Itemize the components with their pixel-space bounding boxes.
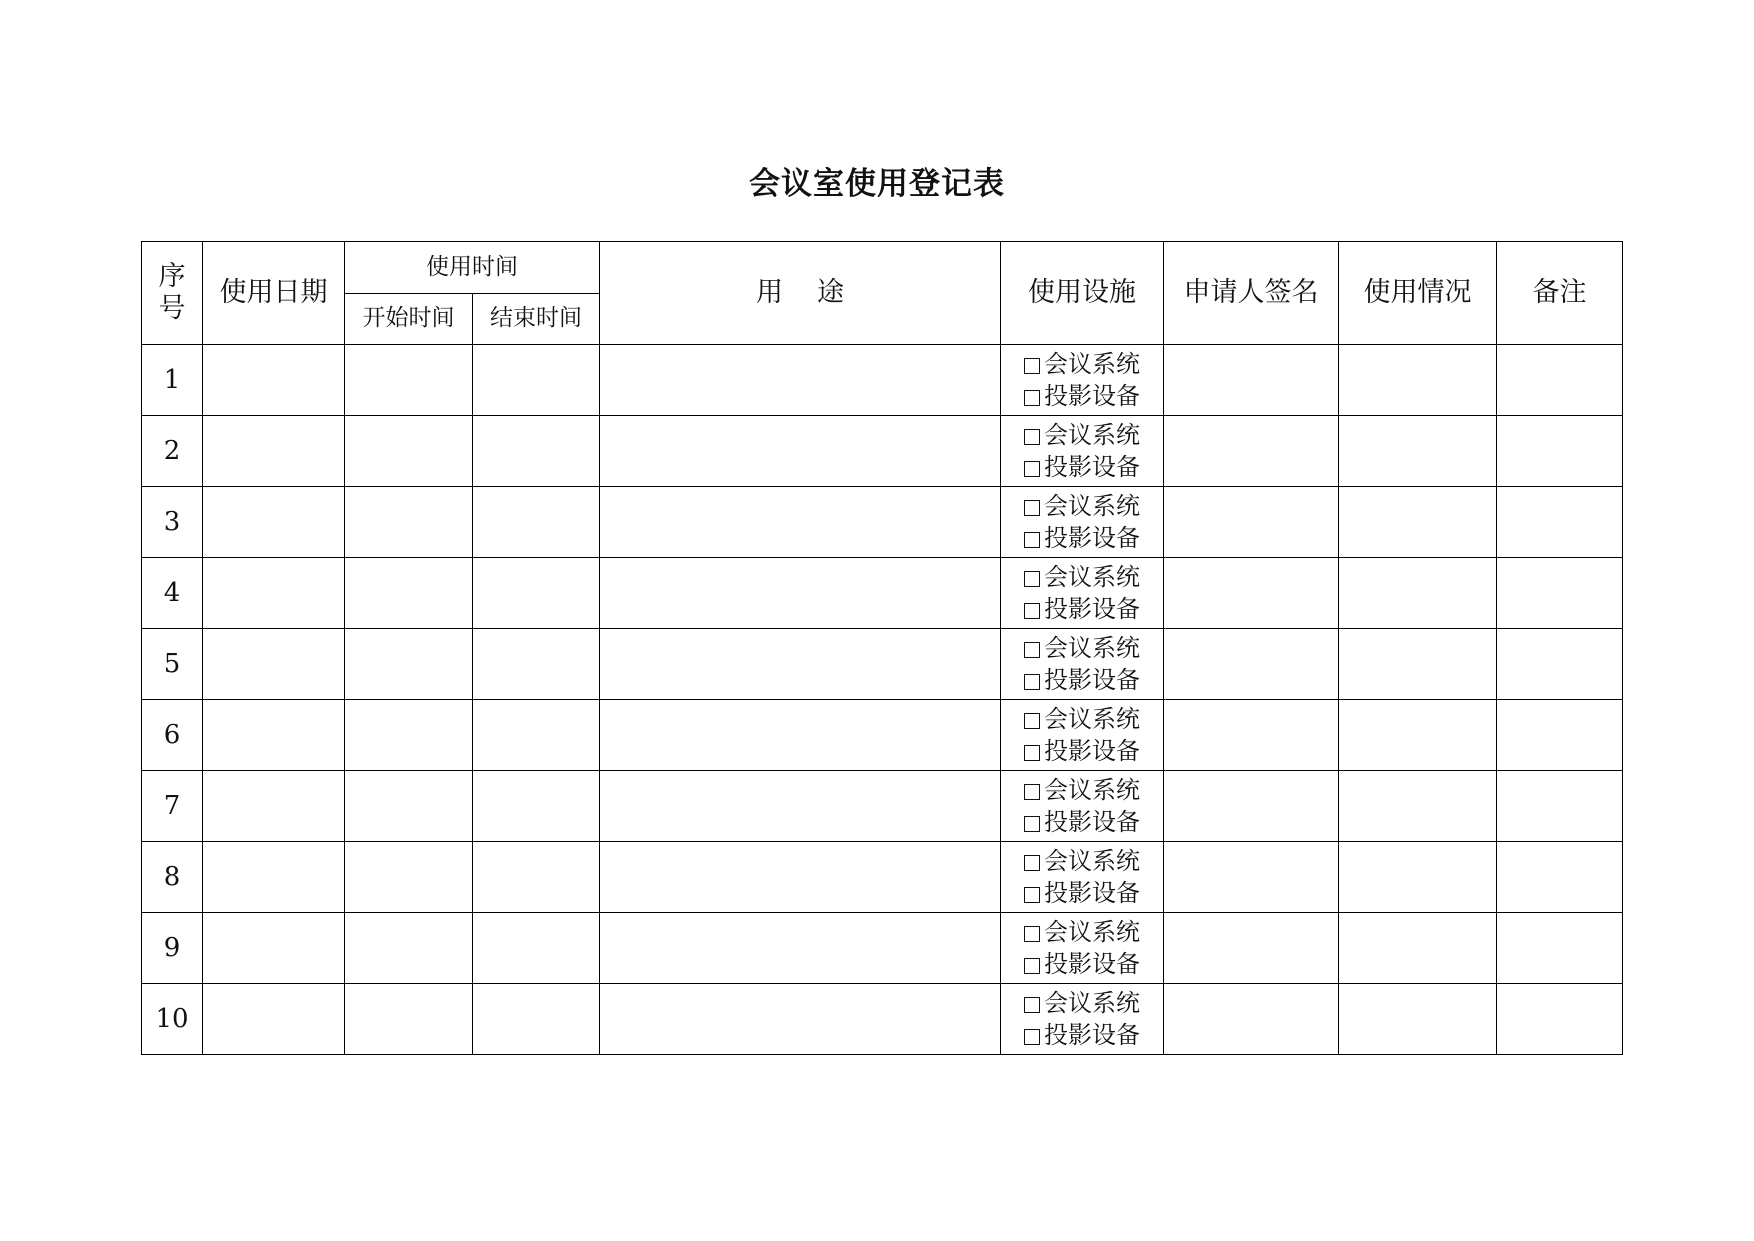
checkbox-icon[interactable] [1024, 958, 1040, 974]
facility-option[interactable] [1001, 490, 1163, 522]
facility-option-label: 投影设备 [1044, 808, 1140, 836]
cell-start-time[interactable] [345, 629, 473, 700]
cell-facilities [1001, 842, 1164, 913]
cell-start-time[interactable] [345, 771, 473, 842]
table-row [142, 771, 1623, 842]
cell-facilities [1001, 700, 1164, 771]
header-facilities: 使用设施 [1001, 242, 1164, 345]
cell-status[interactable] [1339, 984, 1497, 1055]
checkbox-icon[interactable] [1024, 887, 1040, 903]
cell-facilities [1001, 913, 1164, 984]
cell-seq: 3 [142, 487, 203, 558]
table-body [142, 345, 1623, 1055]
table-row [142, 984, 1623, 1055]
cell-date[interactable] [203, 771, 345, 842]
facility-option-label: 会议系统 [1044, 989, 1140, 1017]
cell-start-time[interactable] [345, 558, 473, 629]
checkbox-icon[interactable] [1024, 926, 1040, 942]
cell-start-time[interactable] [345, 984, 473, 1055]
cell-applicant[interactable] [1164, 416, 1339, 487]
facility-option-label: 会议系统 [1044, 847, 1140, 875]
cell-seq: 7 [142, 771, 203, 842]
cell-seq: 5 [142, 629, 203, 700]
cell-facilities [1001, 487, 1164, 558]
cell-remarks[interactable] [1497, 629, 1623, 700]
cell-applicant[interactable] [1164, 487, 1339, 558]
facility-option[interactable] [1001, 806, 1163, 838]
cell-remarks[interactable] [1497, 558, 1623, 629]
cell-end-time[interactable] [473, 842, 600, 913]
checkbox-icon[interactable] [1024, 784, 1040, 800]
cell-status[interactable] [1339, 416, 1497, 487]
cell-applicant[interactable] [1164, 984, 1339, 1055]
facility-option[interactable] [1001, 419, 1163, 451]
facility-option-label: 会议系统 [1044, 918, 1140, 946]
checkbox-icon[interactable] [1024, 358, 1040, 374]
cell-end-time[interactable] [473, 629, 600, 700]
cell-facilities [1001, 629, 1164, 700]
cell-remarks[interactable] [1497, 771, 1623, 842]
cell-seq: 10 [142, 984, 203, 1055]
facility-option[interactable] [1001, 348, 1163, 380]
facility-option-label: 会议系统 [1044, 776, 1140, 804]
facility-option[interactable] [1001, 664, 1163, 696]
cell-applicant[interactable] [1164, 345, 1339, 416]
facility-option[interactable] [1001, 380, 1163, 412]
cell-usage[interactable] [600, 771, 1001, 842]
cell-end-time[interactable] [473, 416, 600, 487]
facility-option[interactable] [1001, 632, 1163, 664]
facility-option[interactable] [1001, 948, 1163, 980]
facility-option-label: 会议系统 [1044, 634, 1140, 662]
cell-applicant[interactable] [1164, 913, 1339, 984]
table-row [142, 558, 1623, 629]
facility-option[interactable] [1001, 451, 1163, 483]
facility-option[interactable] [1001, 774, 1163, 806]
checkbox-icon[interactable] [1024, 461, 1040, 477]
cell-start-time[interactable] [345, 416, 473, 487]
cell-date[interactable] [203, 558, 345, 629]
facility-option-label: 会议系统 [1044, 350, 1140, 378]
facility-option-label: 会议系统 [1044, 563, 1140, 591]
cell-facilities [1001, 416, 1164, 487]
checkbox-icon[interactable] [1024, 571, 1040, 587]
cell-usage[interactable] [600, 558, 1001, 629]
facility-option[interactable] [1001, 593, 1163, 625]
cell-applicant[interactable] [1164, 629, 1339, 700]
cell-remarks[interactable] [1497, 416, 1623, 487]
header-usage-char2: 途 [817, 276, 844, 308]
header-status: 使用情况 [1339, 242, 1497, 345]
facility-option[interactable] [1001, 703, 1163, 735]
table-row [142, 842, 1623, 913]
checkbox-icon[interactable] [1024, 642, 1040, 658]
checkbox-icon[interactable] [1024, 997, 1040, 1013]
checkbox-icon[interactable] [1024, 674, 1040, 690]
cell-remarks[interactable] [1497, 984, 1623, 1055]
cell-end-time[interactable] [473, 984, 600, 1055]
table-row [142, 487, 1623, 558]
cell-usage[interactable] [600, 913, 1001, 984]
cell-status[interactable] [1339, 700, 1497, 771]
cell-start-time[interactable] [345, 700, 473, 771]
checkbox-icon[interactable] [1024, 713, 1040, 729]
checkbox-icon[interactable] [1024, 1029, 1040, 1045]
header-applicant: 申请人签名 [1164, 242, 1339, 345]
cell-start-time[interactable] [345, 487, 473, 558]
facility-option[interactable] [1001, 877, 1163, 909]
cell-start-time[interactable] [345, 842, 473, 913]
header-usage-char1: 用 [756, 276, 783, 308]
cell-date[interactable] [203, 487, 345, 558]
facility-option-label: 投影设备 [1044, 382, 1140, 410]
cell-applicant[interactable] [1164, 700, 1339, 771]
facility-option[interactable] [1001, 845, 1163, 877]
cell-facilities [1001, 984, 1164, 1055]
checkbox-icon[interactable] [1024, 390, 1040, 406]
cell-date[interactable] [203, 913, 345, 984]
cell-usage[interactable] [600, 842, 1001, 913]
facility-option-label: 投影设备 [1044, 453, 1140, 481]
cell-seq: 9 [142, 913, 203, 984]
checkbox-icon[interactable] [1024, 816, 1040, 832]
facility-option[interactable] [1001, 916, 1163, 948]
facility-option-label: 投影设备 [1044, 950, 1140, 978]
cell-date[interactable] [203, 842, 345, 913]
header-row [142, 242, 1623, 294]
cell-status[interactable] [1339, 345, 1497, 416]
cell-status[interactable] [1339, 558, 1497, 629]
cell-facilities [1001, 558, 1164, 629]
header-seq-line1: 序 [158, 260, 186, 292]
cell-status[interactable] [1339, 487, 1497, 558]
cell-seq: 1 [142, 345, 203, 416]
facility-option-label: 会议系统 [1044, 421, 1140, 449]
cell-end-time[interactable] [473, 558, 600, 629]
checkbox-icon[interactable] [1024, 855, 1040, 871]
cell-remarks[interactable] [1497, 487, 1623, 558]
cell-end-time[interactable] [473, 913, 600, 984]
facility-option[interactable] [1001, 1019, 1163, 1051]
facility-option[interactable] [1001, 735, 1163, 767]
facility-option[interactable] [1001, 522, 1163, 554]
table-row [142, 345, 1623, 416]
checkbox-icon[interactable] [1024, 429, 1040, 445]
cell-start-time[interactable] [345, 345, 473, 416]
cell-status[interactable] [1339, 771, 1497, 842]
header-seq-line2: 号 [158, 293, 186, 324]
facility-option-label: 投影设备 [1044, 524, 1140, 552]
cell-end-time[interactable] [473, 345, 600, 416]
cell-end-time[interactable] [473, 771, 600, 842]
cell-applicant[interactable] [1164, 771, 1339, 842]
cell-usage[interactable] [600, 629, 1001, 700]
cell-seq: 8 [142, 842, 203, 913]
cell-applicant[interactable] [1164, 558, 1339, 629]
facility-option[interactable] [1001, 987, 1163, 1019]
table-row [142, 416, 1623, 487]
facility-option-label: 投影设备 [1044, 666, 1140, 694]
page-title: 会议室使用登记表 [749, 166, 1005, 202]
facility-option-label: 投影设备 [1044, 1021, 1140, 1049]
cell-date[interactable] [203, 416, 345, 487]
facility-option-label: 会议系统 [1044, 705, 1140, 733]
cell-status[interactable] [1339, 913, 1497, 984]
cell-date[interactable] [203, 345, 345, 416]
cell-usage[interactable] [600, 984, 1001, 1055]
cell-applicant[interactable] [1164, 842, 1339, 913]
registration-table [141, 241, 1623, 1055]
header-time-group: 使用时间 [345, 242, 600, 294]
checkbox-icon[interactable] [1024, 745, 1040, 761]
header-seq [142, 242, 203, 345]
cell-usage[interactable] [600, 345, 1001, 416]
cell-facilities [1001, 771, 1164, 842]
header-remarks: 备注 [1497, 242, 1623, 345]
cell-date[interactable] [203, 700, 345, 771]
facility-option[interactable] [1001, 561, 1163, 593]
table-row [142, 629, 1623, 700]
facility-option-label: 投影设备 [1044, 879, 1140, 907]
cell-remarks[interactable] [1497, 842, 1623, 913]
table-row [142, 700, 1623, 771]
cell-date[interactable] [203, 629, 345, 700]
cell-status[interactable] [1339, 629, 1497, 700]
cell-start-time[interactable] [345, 913, 473, 984]
facility-option-label: 投影设备 [1044, 595, 1140, 623]
table-row [142, 913, 1623, 984]
cell-end-time[interactable] [473, 487, 600, 558]
checkbox-icon[interactable] [1024, 603, 1040, 619]
header-date: 使用日期 [203, 242, 345, 345]
cell-facilities [1001, 345, 1164, 416]
cell-usage[interactable] [600, 487, 1001, 558]
header-usage [600, 242, 1001, 345]
facility-option-label: 会议系统 [1044, 492, 1140, 520]
checkbox-icon[interactable] [1024, 532, 1040, 548]
header-start-time: 开始时间 [345, 294, 473, 345]
cell-usage[interactable] [600, 416, 1001, 487]
cell-remarks[interactable] [1497, 913, 1623, 984]
cell-remarks[interactable] [1497, 700, 1623, 771]
cell-remarks[interactable] [1497, 345, 1623, 416]
facility-option-label: 投影设备 [1044, 737, 1140, 765]
header-end-time: 结束时间 [473, 294, 600, 345]
cell-seq: 2 [142, 416, 203, 487]
cell-seq: 6 [142, 700, 203, 771]
cell-status[interactable] [1339, 842, 1497, 913]
cell-seq: 4 [142, 558, 203, 629]
checkbox-icon[interactable] [1024, 500, 1040, 516]
cell-end-time[interactable] [473, 700, 600, 771]
cell-date[interactable] [203, 984, 345, 1055]
cell-usage[interactable] [600, 700, 1001, 771]
